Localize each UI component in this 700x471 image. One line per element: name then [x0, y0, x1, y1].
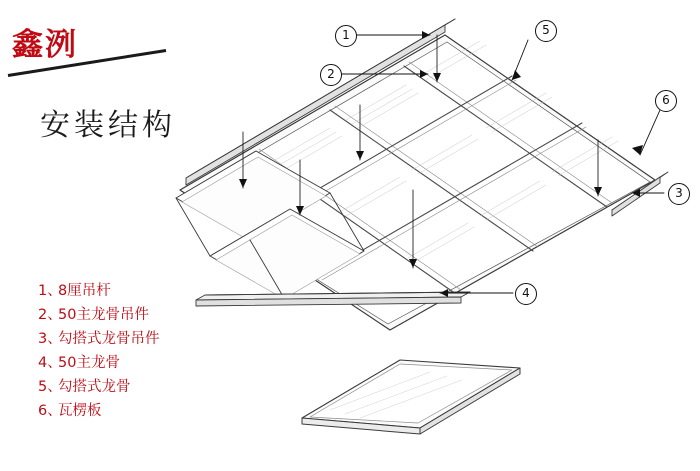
- legend-item-1-label: 8厘吊杆: [58, 283, 111, 299]
- legend-item-6-number: 6、: [38, 403, 62, 419]
- callout-marker-4: 4: [515, 283, 537, 305]
- callout-marker-5: 5: [535, 20, 557, 42]
- legend-item-1: [38, 279, 258, 303]
- legend-item-6: [38, 399, 258, 423]
- legend-item-6-label: 瓦楞板: [58, 403, 102, 419]
- legend-item-5: [38, 375, 258, 399]
- single-panel-detail: [302, 360, 520, 434]
- legend-item-3: [38, 327, 258, 351]
- callout-marker-2: 2: [320, 64, 342, 86]
- legend-item-2-number: 2、: [38, 307, 62, 323]
- page-title: 安装结构: [40, 108, 176, 143]
- callout-marker-6: 6: [655, 90, 677, 112]
- legend-item-2-label: 50主龙骨吊件: [58, 307, 149, 323]
- legend-item-1-number: 1、: [38, 283, 62, 299]
- legend-item-2: [38, 303, 258, 327]
- legend-list: [38, 279, 258, 423]
- callout-marker-3: 3: [668, 183, 690, 205]
- legend-item-3-label: 勾搭式龙骨吊件: [58, 331, 160, 347]
- legend-item-4: [38, 351, 258, 375]
- legend-item-4-label: 50主龙骨: [58, 355, 120, 371]
- legend-item-5-label: 勾搭式龙骨: [58, 379, 131, 395]
- brand-name: 鑫洌: [12, 27, 78, 63]
- legend-item-5-number: 5、: [38, 379, 62, 395]
- callout-marker-1: 1: [335, 25, 357, 47]
- legend-item-4-number: 4、: [38, 355, 62, 371]
- legend-item-3-number: 3、: [38, 331, 62, 347]
